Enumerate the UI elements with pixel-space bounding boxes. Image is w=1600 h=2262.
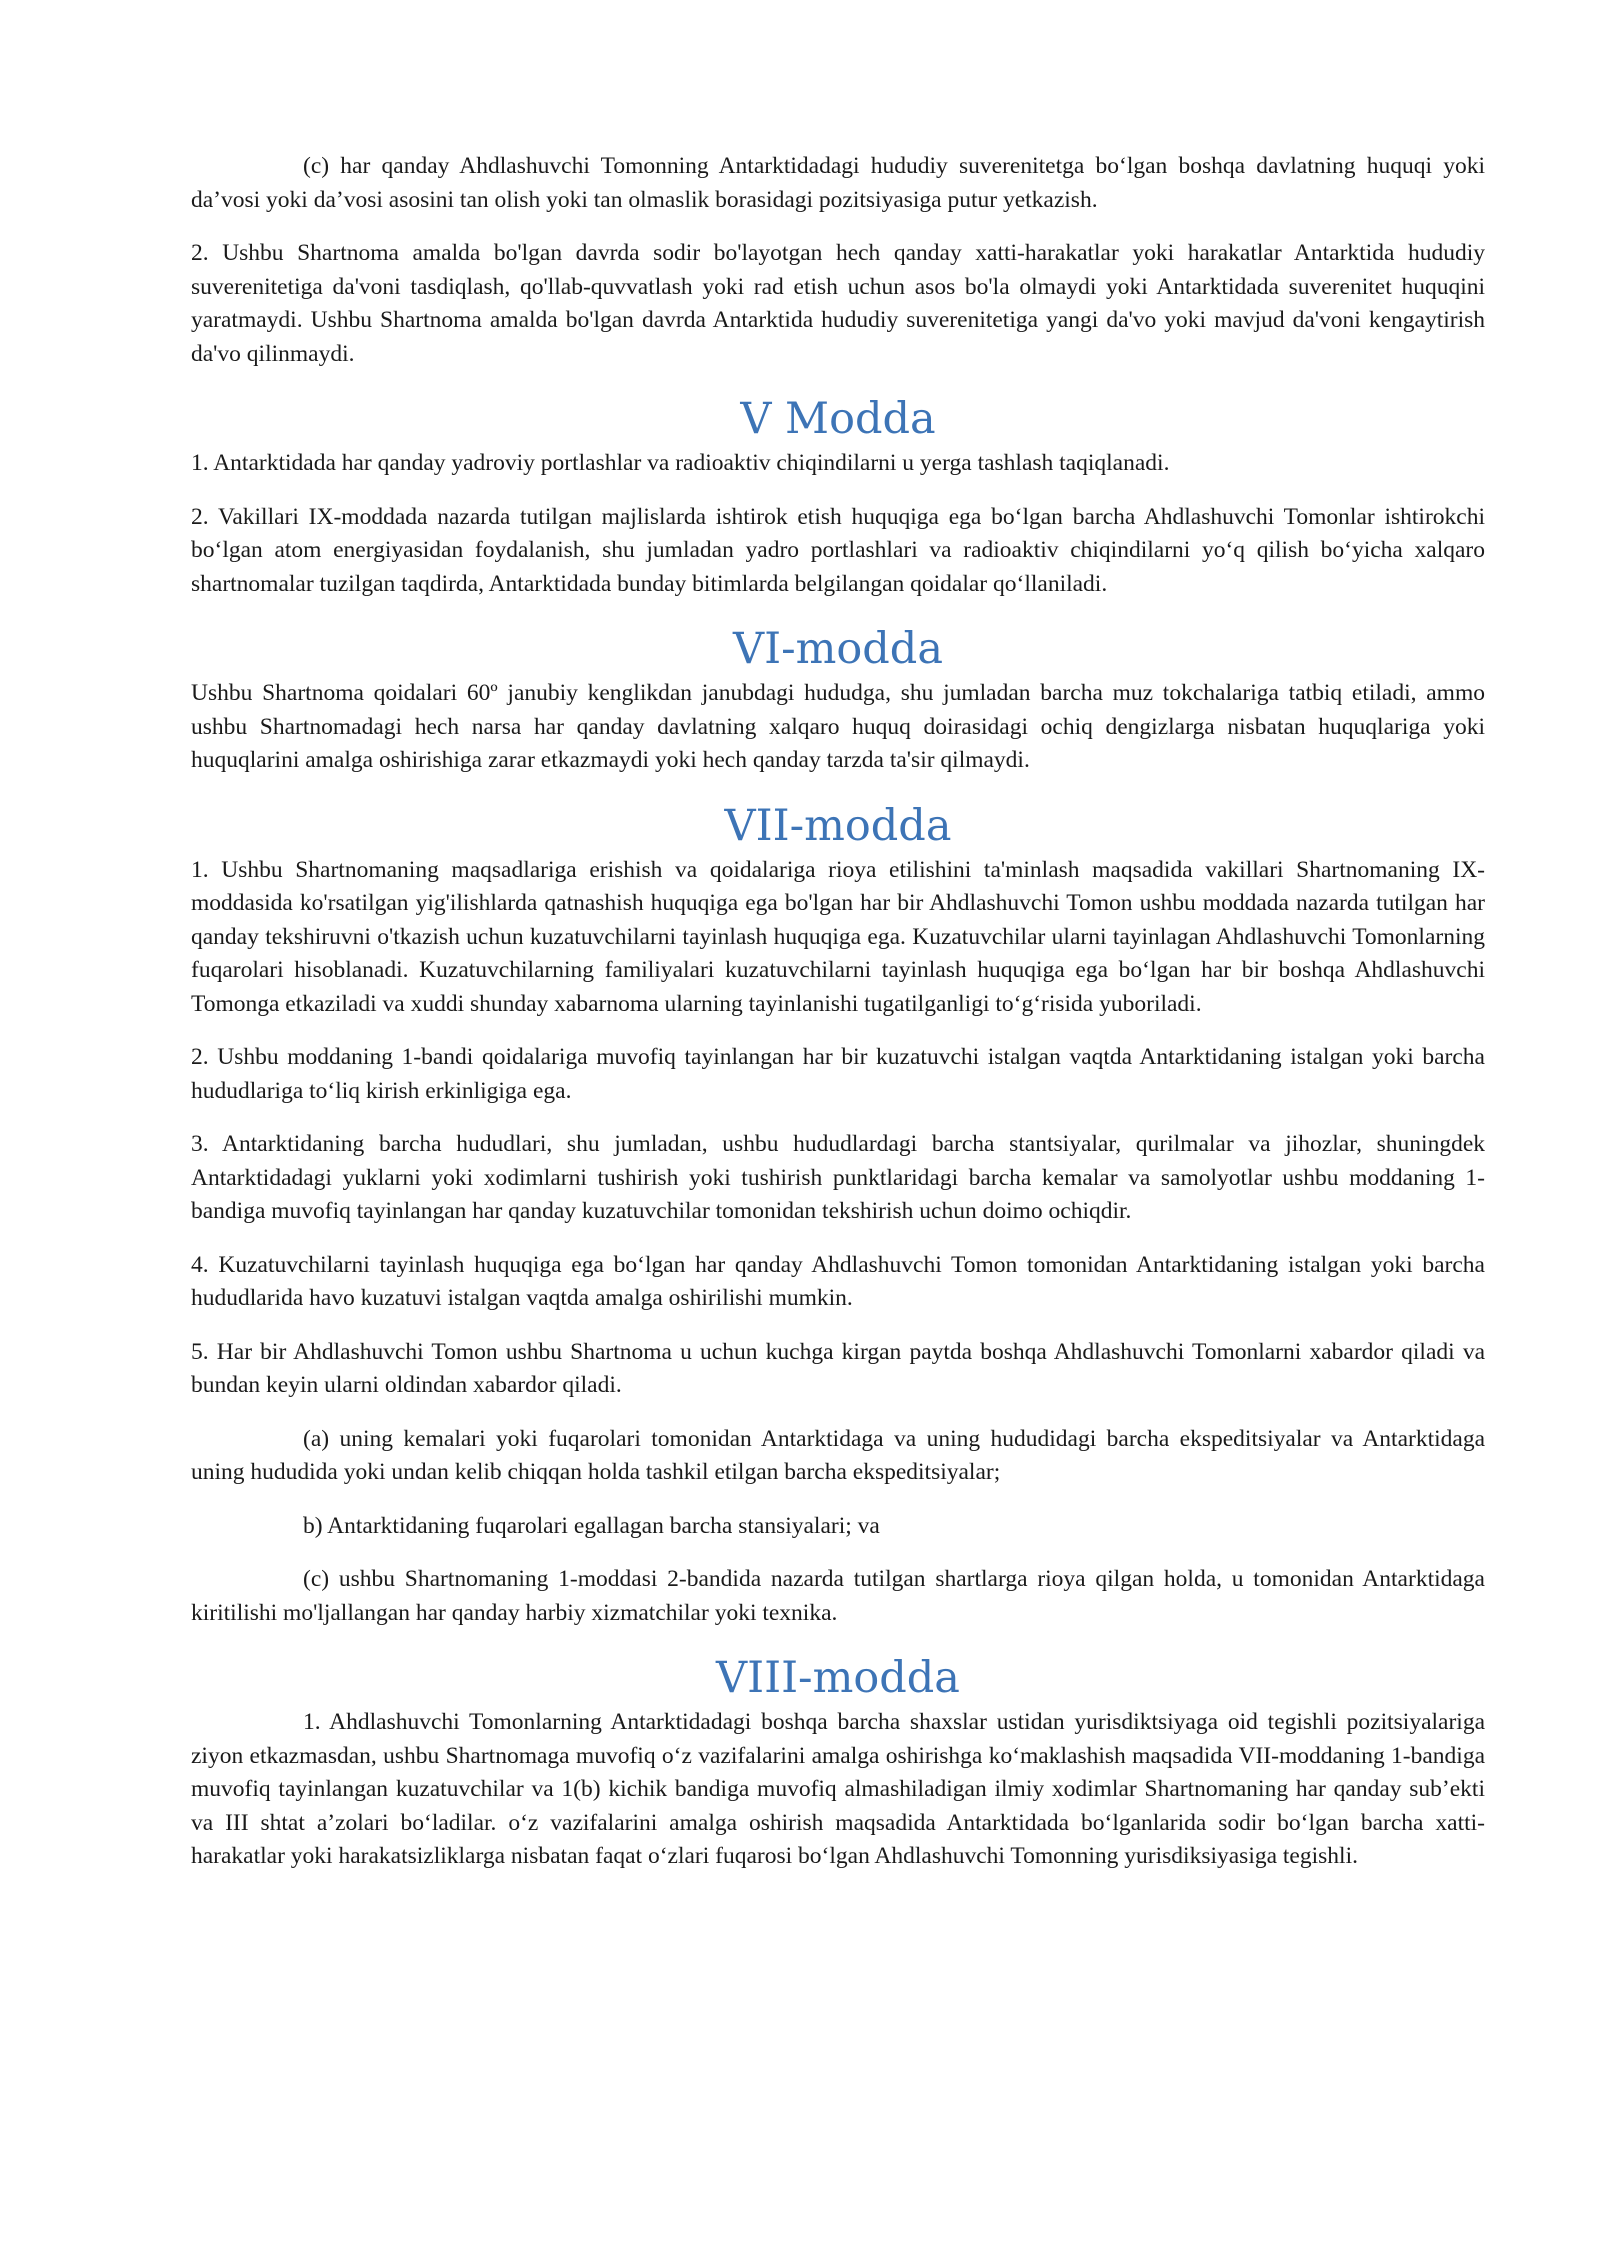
paragraph-v-2: 2. Vakillari IX-moddada nazarda tutilgan majlislarda ishtirok etish huquqiga ega bo‘lgan barcha Ahdlashuvchi Tomonlar ishtirokchi bo‘lgan atom energiyasidan foydalanish, shu jumladan yadro portlashlari va radioaktiv chiqindilarni yo‘q qilish bo‘yicha xalqaro shartnomalar tuzilgan taqdirda, Antarktidada bunday bitimlarda belgilangan qoidalar qo‘llaniladi.: [191, 503, 1485, 597]
paragraph-vii-5b: b) Antarktidaning fuqarolari egallagan barcha stansiyalari; va: [303, 1512, 880, 1539]
heading-modda-vii: VII-modda: [724, 800, 952, 851]
heading-modda-vi: VI-modda: [733, 624, 943, 674]
paragraph-intro-2: 2. Ushbu Shartnoma amalda bo'lgan davrda sodir bo'layotgan hech qanday xatti-harakatlar yoki harakatlar Antarktida hududiy suverenitetiga da'voni tasdiqlash, qo'llab-quvvatlash yoki rad etish uchun asos bo'la olmaydi yoki Antarktidada suverenitet huquqini yaratmaydi. Ushbu Shartnoma amalda bo'lgan davrda Antarktida hududiy suverenitetiga yangi da'vo yoki mavjud da'voni kengaytirish da'vo qilinmaydi.: [191, 240, 1485, 367]
heading-modda-v: V Modda: [740, 394, 936, 444]
paragraph-viii-1: 1. Ahdlashuvchi Tomonlarning Antarktidadagi boshqa barcha shaxslar ustidan yurisdiktsiyaga oid tegishli pozitsiyalariga ziyon etkazmasdan, ushbu Shartnomaga muvofiq o‘z vazifalarini amalga oshirishga ko‘maklashish maqsadida VII-moddaning 1-bandiga muvofiq tayinlangan kuzatuvchilar va 1(b) kichik bandiga muvofiq almashiladigan ilmiy xodimlar Shartnomaning har qanday sub’ekti va III shtat a’zolari bo‘ladilar. o‘z vazifalarini amalga oshirish maqsadida Antarktidada bo‘lganlarida sodir bo‘lgan barcha xatti-harakatlar yoki harakatsizliklarga nisbatan faqat o‘zlari fuqarosi bo‘lgan Ahdlashuvchi Tomonning yurisdiksiyasiga tegishli.: [191, 1709, 1485, 1869]
paragraph-vii-5c: (c) ushbu Shartnomaning 1-moddasi 2-bandida nazarda tutilgan shartlarga rioya qilgan holda, u tomonidan Antarktidaga kiritilishi mo'ljallangan har qanday harbiy xizmatchilar yoki texnika.: [191, 1566, 1485, 1626]
paragraph-v-1: 1. Antarktidada har qanday yadroviy portlashlar va radioaktiv chiqindilarni u yerga tashlash taqiqlanadi.: [191, 450, 1170, 476]
paragraph-vii-1: 1. Ushbu Shartnomaning maqsadlariga erishish va qoidalariga rioya etilishini ta'minlash maqsadida vakillari Shartnomaning IX-moddasida ko'rsatilgan yig'ilishlarda qatnashish huquqiga ega bo'lgan har bir Ahdlashuvchi Tomon ushbu moddada nazarda tutilgan har qanday tekshiruvni o'tkazish uchun kuzatuvchilarni tayinlash huquqiga ega. Kuzatuvchilar ularni tayinlagan Ahdlashuvchi Tomonlarning fuqarolari hisoblanadi. Kuzatuvchilarning familiyalari kuzatuvchilarni tayinlash huquqiga ega bo‘lgan har bir boshqa Ahdlashuvchi Tomonga etkaziladi va xuddi shunday xabarnoma ularning tayinlanishi tugatilganligi to‘g‘risida yuboriladi.: [191, 856, 1485, 1017]
heading-modda-viii: VIII-modda: [716, 1653, 960, 1703]
paragraph-vii-4: 4. Kuzatuvchilarni tayinlash huquqiga ega bo‘lgan har qanday Ahdlashuvchi Tomon tomonidan Antarktidaning istalgan yoki barcha hududlarida havo kuzatuvi istalgan vaqtda amalga oshirilishi mumkin.: [191, 1251, 1485, 1311]
paragraph-vii-2: 2. Ushbu moddaning 1-bandi qoidalariga muvofiq tayinlangan har bir kuzatuvchi istalgan vaqtda Antarktidaning istalgan yoki barcha hududlariga to‘liq kirish erkinligiga ega.: [191, 1044, 1485, 1104]
paragraph-vi-1: Ushbu Shartnoma qoidalari 60º janubiy kenglikdan janubdagi hududga, shu jumladan barcha muz tokchalariga tatbiq etiladi, ammo ushbu Shartnomadagi hech narsa har qanday davlatning xalqaro huquq doirasidagi ochiq dengizlarga nisbatan huquqlariga yoki huquqlarini amalga oshirishiga zarar etkazmaydi yoki hech qanday tarzda ta'sir qilmaydi.: [191, 680, 1485, 773]
paragraph-vii-3: 3. Antarktidaning barcha hududlari, shu jumladan, ushbu hududlardagi barcha stantsiyalar, qurilmalar va jihozlar, shuningdek Antarktidadagi yuklarni yoki xodimlarni tushirish yoki tushirish punktlaridagi barcha kemalar va samolyotlar ushbu moddaning 1-bandiga muvofiq tayinlangan har qanday kuzatuvchilar tomonidan tekshirish uchun doimo ochiqdir.: [191, 1131, 1485, 1224]
paragraph-vii-5: 5. Har bir Ahdlashuvchi Tomon ushbu Shartnoma u uchun kuchga kirgan paytda boshqa Ahdlashuvchi Tomonlarni xabardor qiladi va bundan keyin ularni oldindan xabardor qiladi.: [191, 1338, 1485, 1398]
paragraph-vii-5a: (a) uning kemalari yoki fuqarolari tomonidan Antarktidaga va uning hududidagi barcha ekspeditsiyalar va Antarktidaga uning hududida yoki undan kelib chiqqan holda tashkil etilgan barcha ekspeditsiyalar;: [191, 1425, 1485, 1485]
paragraph-intro-c: (c) har qanday Ahdlashuvchi Tomonning Antarktidadagi hududiy suverenitetga bo‘lgan boshqa davlatning huquqi yoki da’vosi yoki da’vosi asosini tan olish yoki tan olmaslik borasidagi pozitsiyasiga putur yetkazish.: [191, 153, 1485, 213]
document-page: [191, 150, 1485, 1894]
